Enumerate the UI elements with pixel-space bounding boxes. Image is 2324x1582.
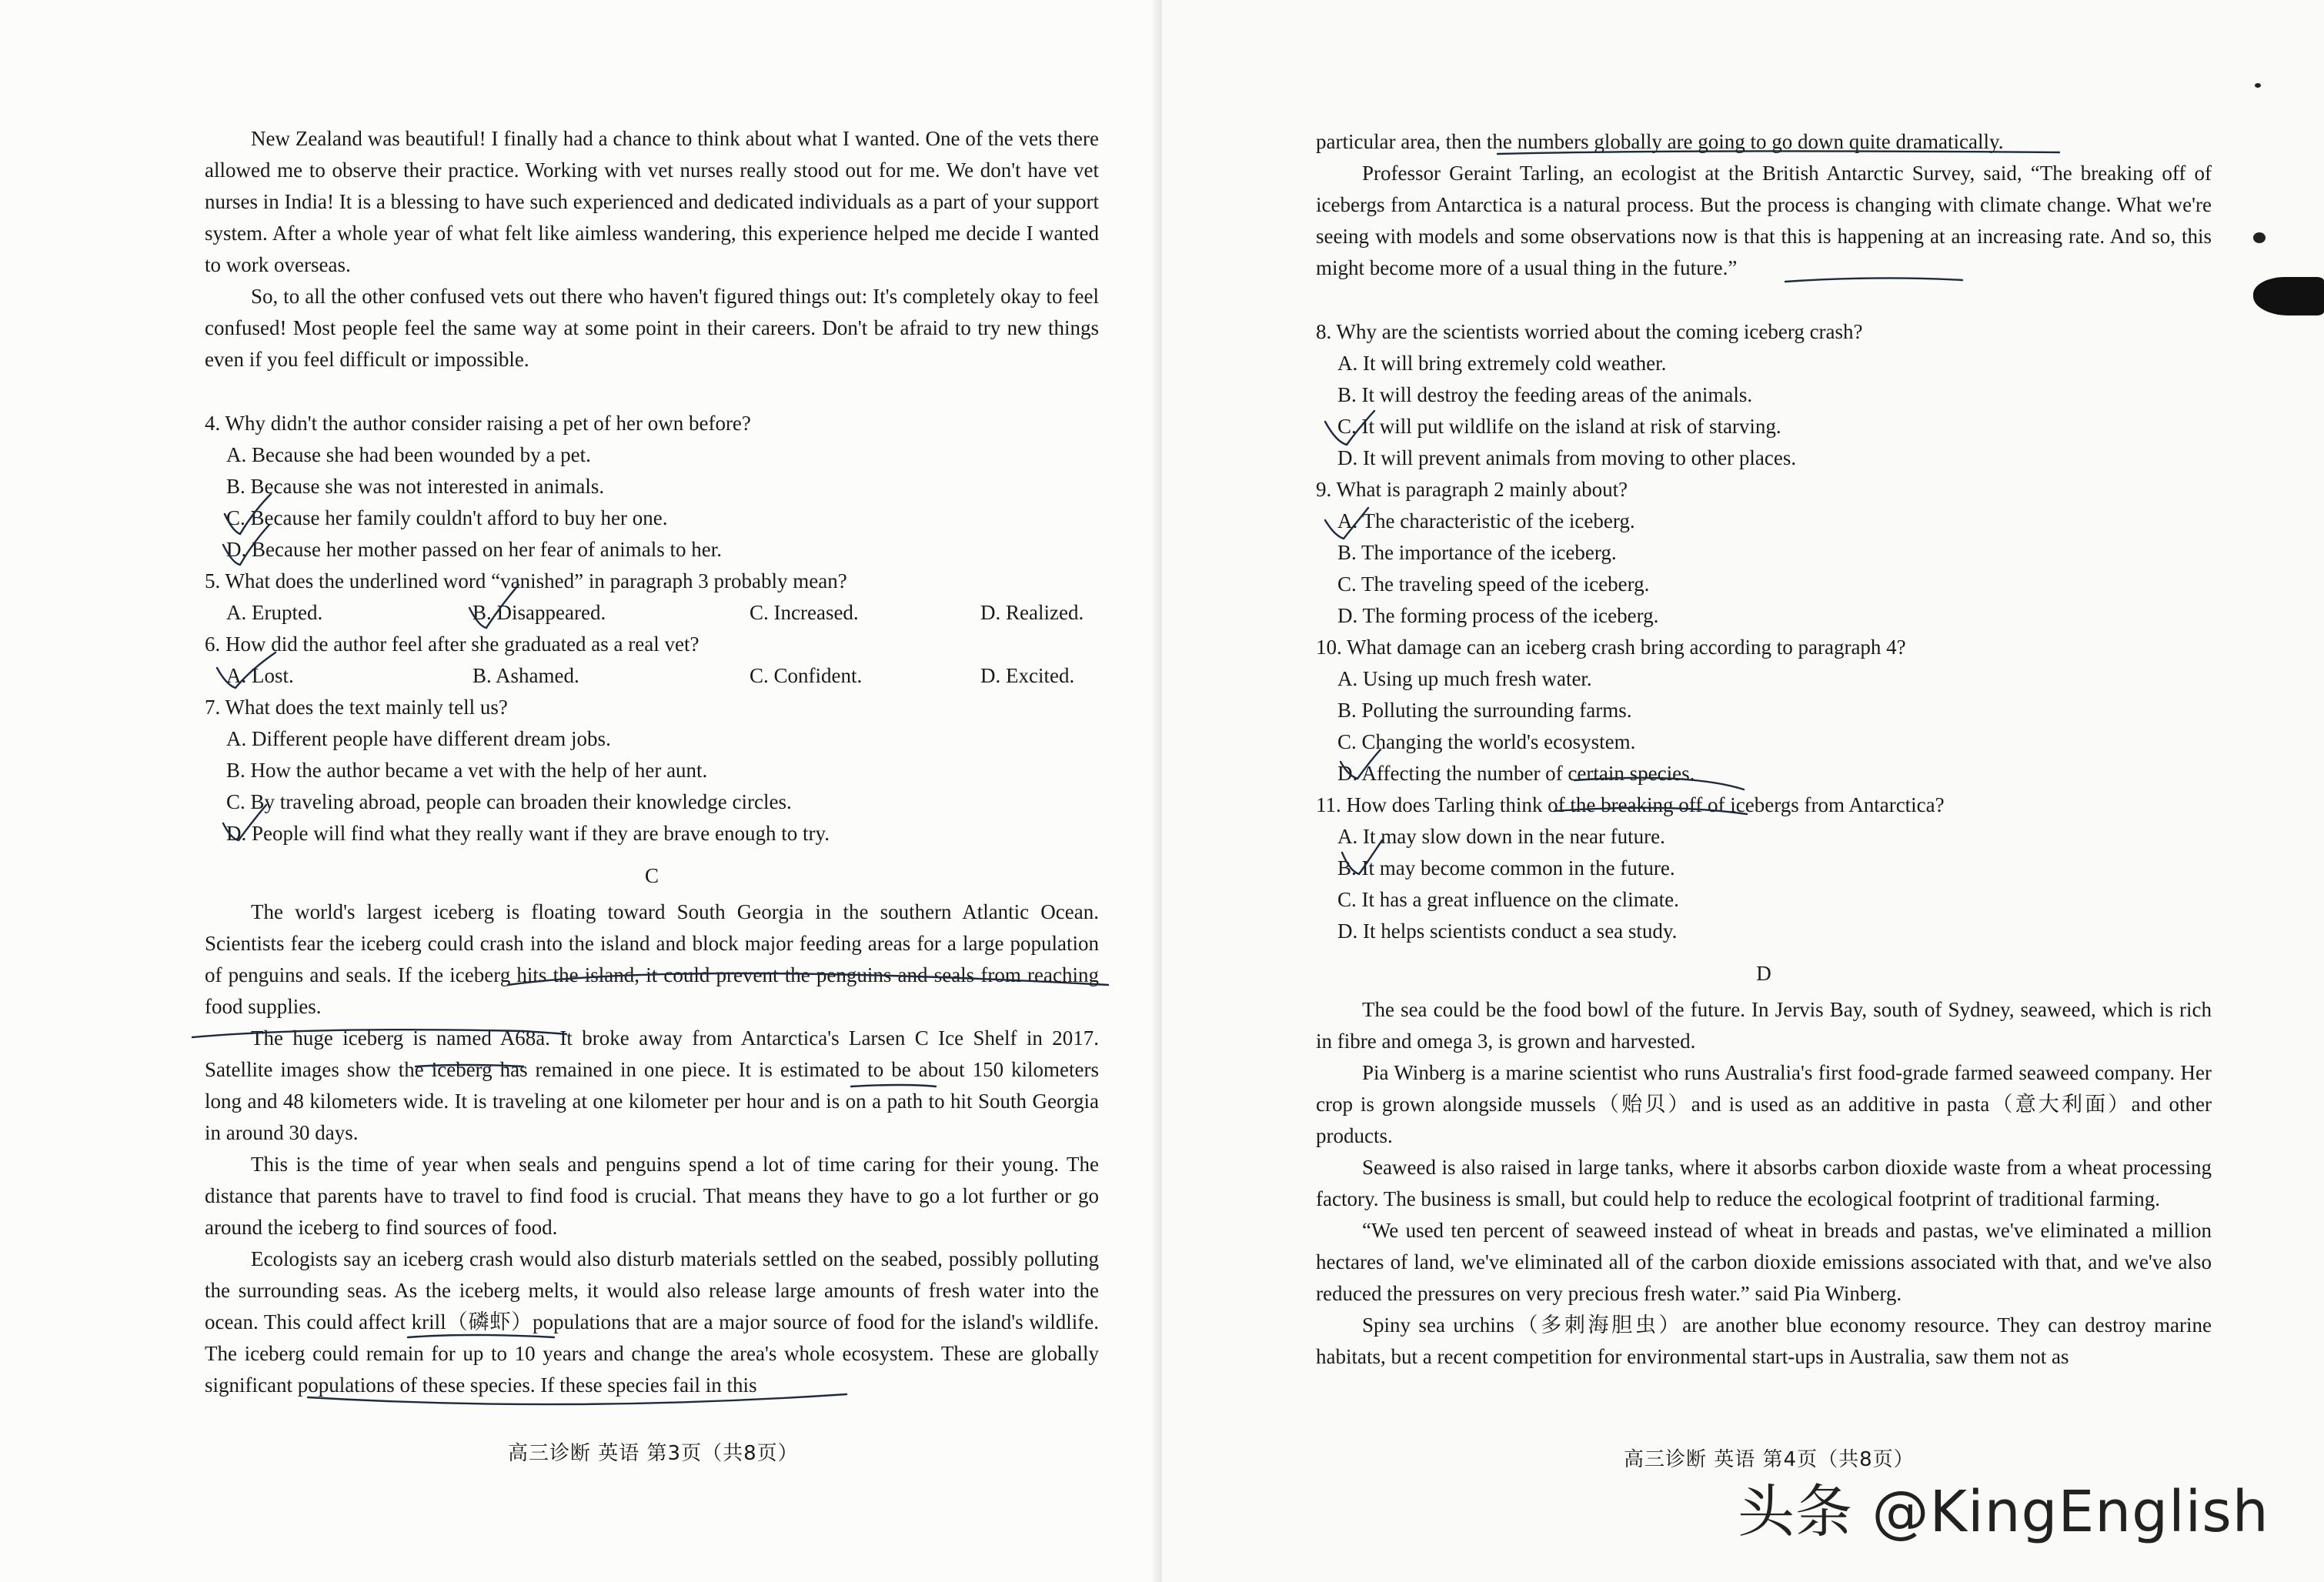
option-b: B. It may become common in the future. [1337, 856, 1675, 879]
option-a: A. Erupted. [226, 601, 323, 624]
option-d: D. Excited. [980, 664, 1075, 687]
passage-c-paragraph: The huge iceberg is named A68a. It broke away from Antarctica's Larsen C Ice Shelf in 2017. Satellite images show the iceberg has remained in one piece. It is estimated to be about 150 kilometers long and 48 kilometers wide. It is traveling at one kilometer per hour and is on a path to hit South Georgia in around 30 days. [205, 1026, 1099, 1144]
ink-dot-mark [2255, 83, 2261, 88]
option-d: D. Because her mother passed on her fear of animals to her. [226, 538, 723, 561]
option-c: C. The traveling speed of the iceberg. [1337, 572, 1650, 596]
option-b: B. Polluting the surrounding farms. [1337, 699, 1632, 722]
passage-d-paragraph: The sea could be the food bowl of the future. In Jervis Bay, south of Sydney, seaweed, which is rich in fibre and omega 3, is grown and harvested. [1316, 998, 2212, 1053]
option-b: B. It will destroy the feeding areas of the animals. [1337, 383, 1753, 406]
option-c: C. By traveling abroad, people can broaden their knowledge circles. [226, 790, 792, 813]
question-stem: 6. How did the author feel after she graduated as a real vet? [205, 632, 700, 656]
question-9 [1316, 474, 2212, 632]
question-11 [1316, 789, 2212, 947]
ink-blot-mark [2253, 277, 2324, 315]
option-b: B. Because she was not interested in animals. [226, 475, 605, 498]
question-stem: 11. How does Tarling think of the breaking off of icebergs from Antarctica? [1316, 793, 1945, 816]
option-d: D. It will prevent animals from moving to other places. [1337, 446, 1797, 469]
passage-c-paragraph: particular area, then the numbers globally are going to go down quite dramatically. [1316, 130, 2004, 153]
question-10 [1316, 632, 2212, 789]
passage-c-paragraph: This is the time of year when seals and penguins spend a lot of time caring for their young. The distance that parents have to travel to find food is crucial. That means they have to go a lot further or go around the iceberg to find sources of food. [205, 1153, 1099, 1239]
passage-c-paragraph: Ecologists say an iceberg crash would also disturb materials settled on the seabed, possibly polluting the surrounding seas. As the iceberg melts, it would also release large amounts of fresh water into the ocean. This could affect krill（磷虾）populations that are a major source of food for the island's wildlife. The iceberg could remain for up to 10 years and change the area's whole ecosystem. These are globally significant populations of these species. If these species fail in this [205, 1247, 1099, 1397]
passage-b-paragraph: New Zealand was beautiful! I finally had a chance to think about what I wanted. One of the vets there allowed me to observe their practice. Working with vet nurses really stood out for me. We don't have vet nurses in India! It is a blessing to have such experienced and dedicated individuals as a part of your support system. After a whole year of what felt like aimless wandering, this experience helped me decide I wanted to work overseas. [205, 127, 1099, 276]
ink-dot-mark [2253, 232, 2266, 243]
passage-d-paragraph: “We used ten percent of seaweed instead of wheat in breads and pastas, we've eliminated a million hectares of land, we've eliminated all of the carbon dioxide emissions associated with that, and we've also reduced the pressures on very precious fresh water.” said Pia Winberg. [1316, 1219, 2212, 1305]
option-c: C. Confident. [750, 664, 863, 687]
option-a: A. It will bring extremely cold weather. [1337, 352, 1667, 375]
right-page [1162, 0, 2324, 1582]
question-stem: 5. What does the underlined word “vanished” in paragraph 3 probably mean? [205, 569, 847, 592]
section-d-title: D [1756, 962, 1771, 985]
option-a: A. Because she had been wounded by a pet. [226, 443, 591, 466]
passage-d-paragraph: Pia Winberg is a marine scientist who runs Australia's first food-grade farmed seaweed company. Her crop is grown alongside mussels（贻贝）and is used as an additive in pasta（意大利面）and other products. [1316, 1061, 2212, 1147]
option-c: C. It will put wildlife on the island at risk of starving. [1337, 415, 1781, 438]
passage-c-paragraph: Professor Geraint Tarling, an ecologist at the British Antarctic Survey, said, “The breaking off of icebergs from Antarctica is a natural process. But the process is changing with climate change. What we're seeing with models and some observations now is that this is happening at an increasing rate. And so, this might become more of a usual thing in the future.” [1316, 162, 2212, 279]
option-a: A. Lost. [226, 664, 294, 687]
page-footer-left: 高三诊断 英语 第3页（共8页） [508, 1442, 799, 1465]
option-c: C. Because her family couldn't afford to buy her one. [226, 506, 668, 529]
right-page-text [1316, 126, 2212, 1373]
watermark-logo: 头条 @KingEnglish [1738, 1479, 2269, 1545]
passage-b-paragraph: So, to all the other confused vets out there who haven't figured things out: It's completely okay to feel confused! Most people feel the same way at some point in their careers. Don't be afraid to try new things even if you feel difficult or impossible. [205, 285, 1099, 371]
question-stem: 9. What is paragraph 2 mainly about? [1316, 478, 1628, 501]
passage-d-paragraph: Seaweed is also raised in large tanks, where it absorbs carbon dioxide waste from a wheat processing factory. The business is small, but could help to reduce the ecological footprint of traditional farming. [1316, 1156, 2212, 1210]
passage-c-paragraph: The world's largest iceberg is floating toward South Georgia in the southern Atlantic Ocean. Scientists fear the iceberg could crash into the island and block major feeding areas for a large population of penguins and seals. If the iceberg hits the island, it could prevent the penguins and seals from reaching food supplies. [205, 900, 1099, 1018]
question-stem: 8. Why are the scientists worried about the coming iceberg crash? [1316, 320, 1863, 343]
question-4 [205, 408, 1099, 566]
option-c: C. Increased. [750, 601, 859, 624]
question-stem: 4. Why didn't the author consider raising a pet of her own before? [205, 412, 751, 435]
question-stem: 7. What does the text mainly tell us? [205, 696, 508, 719]
option-a: A. Different people have different dream jobs. [226, 727, 611, 750]
option-c: C. Changing the world's ecosystem. [1337, 730, 1636, 753]
option-c: C. It has a great influence on the climate. [1337, 888, 1679, 911]
section-c-title: C [644, 864, 659, 887]
option-a: A. It may slow down in the near future. [1337, 825, 1665, 848]
option-d: D. People will find what they really want if they are brave enough to try. [226, 822, 830, 845]
question-5 [205, 566, 1099, 629]
question-stem: 10. What damage can an iceberg crash bring according to paragraph 4? [1316, 636, 1906, 659]
page-footer-right: 高三诊断 英语 第4页（共8页） [1624, 1448, 1915, 1471]
option-d: D. It helps scientists conduct a sea study. [1337, 919, 1678, 943]
passage-d-paragraph: Spiny sea urchins（多刺海胆虫）are another blue economy resource. They can destroy marine habitats, but a recent competition for environmental start-ups in Australia, saw them not as [1316, 1313, 2212, 1368]
option-d: D. Affecting the number of certain species. [1337, 762, 1695, 785]
options-row [205, 660, 1099, 692]
option-b: B. Ashamed. [472, 664, 579, 687]
question-6 [205, 629, 1099, 692]
option-d: D. The forming process of the iceberg. [1337, 604, 1659, 627]
options-row [205, 597, 1099, 629]
question-7 [205, 692, 1099, 849]
option-a: A. The characteristic of the iceberg. [1337, 509, 1635, 532]
question-8 [1316, 316, 2212, 474]
option-b: B. The importance of the iceberg. [1337, 541, 1617, 564]
option-d: D. Realized. [980, 601, 1084, 624]
option-a: A. Using up much fresh water. [1337, 667, 1592, 690]
option-b: B. How the author became a vet with the help of her aunt. [226, 759, 708, 782]
left-page-text [205, 123, 1099, 1401]
option-b: B. Disappeared. [472, 601, 606, 624]
